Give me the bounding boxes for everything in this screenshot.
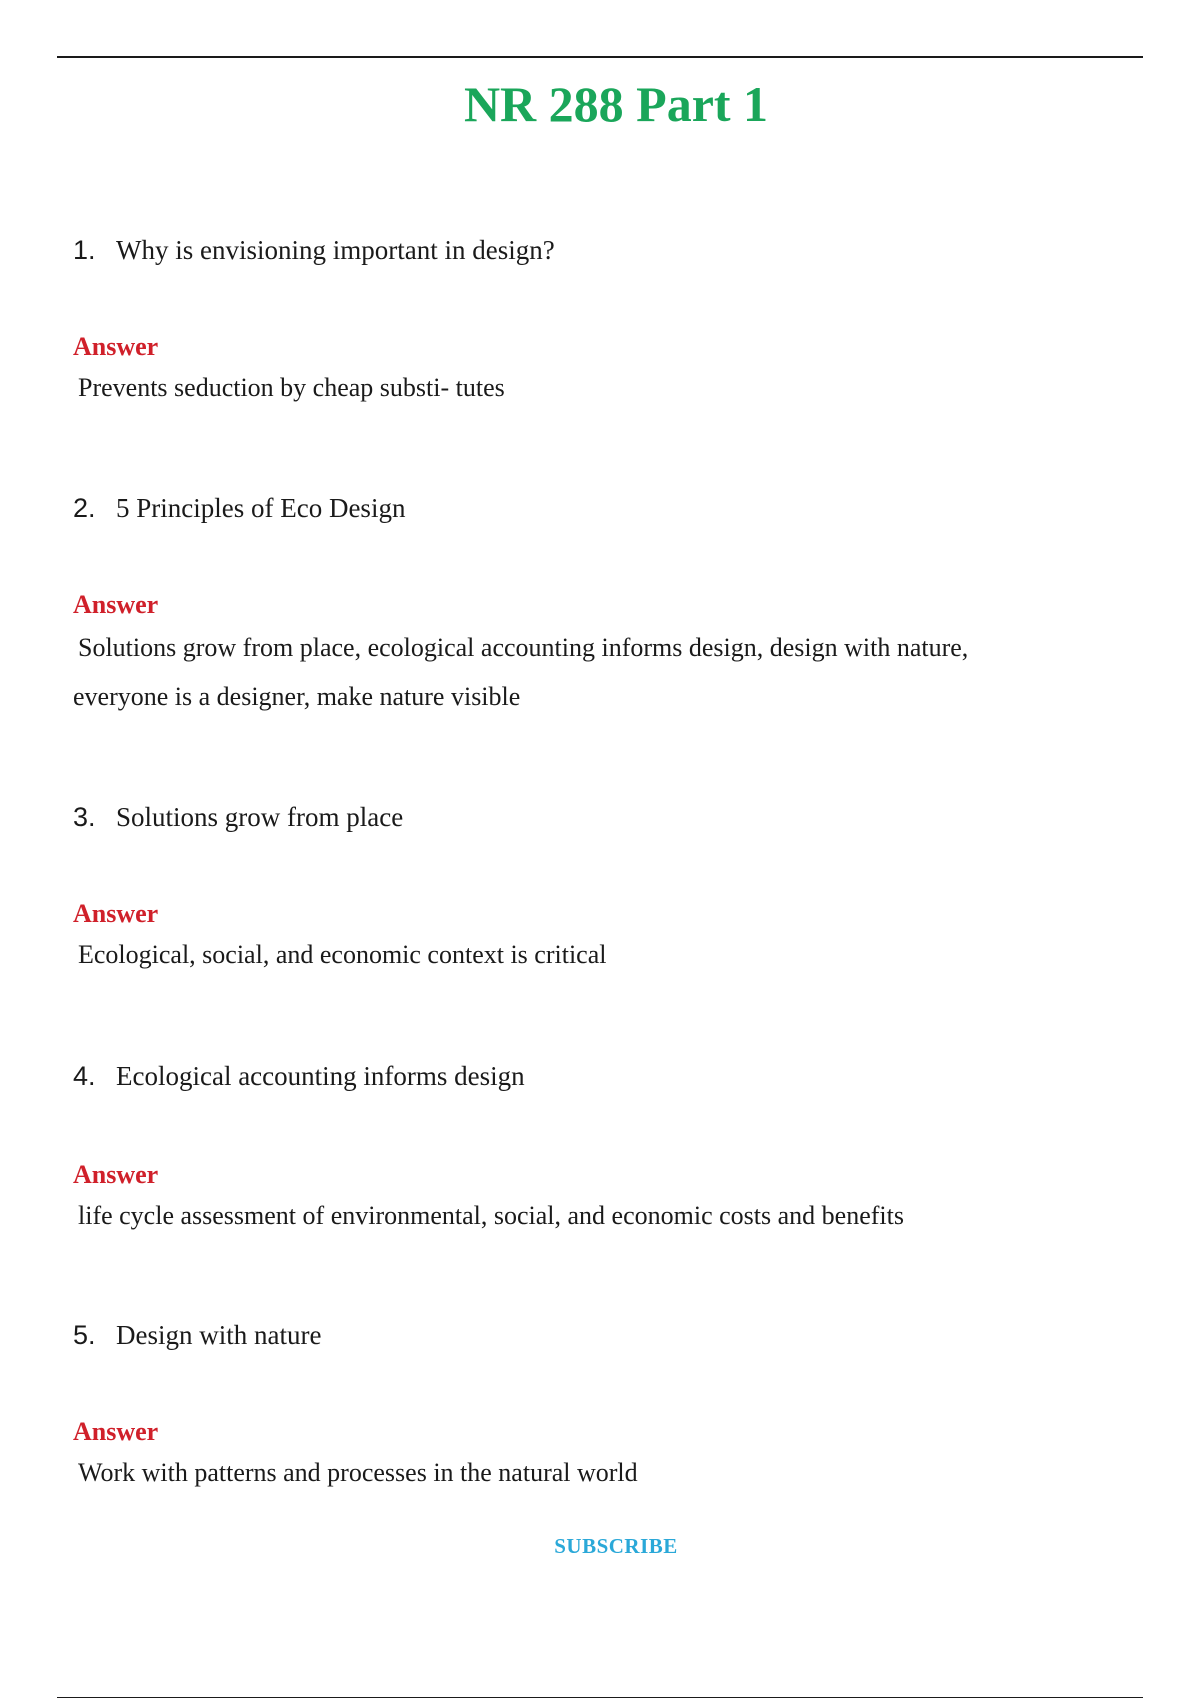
answer-text: Prevents seduction by cheap substi- tutes: [78, 373, 505, 402]
question-number: 3.: [73, 802, 96, 832]
answer-text: Work with patterns and processes in the natural world: [78, 1458, 638, 1487]
page-title: NR 288 Part 1: [463, 76, 769, 132]
question-text: Solutions grow from place: [116, 802, 404, 832]
question-text: Design with nature: [116, 1320, 322, 1350]
question: [73, 1319, 321, 1351]
answer-text: Ecological, social, and economic context is critical: [78, 940, 607, 969]
question: [73, 492, 405, 524]
answer-label: Answer: [73, 899, 159, 928]
bottom-rule: [57, 1697, 1143, 1698]
question-number: 4.: [73, 1061, 96, 1091]
answer-label: Answer: [73, 332, 159, 361]
subscribe-link[interactable]: SUBSCRIBE: [554, 1534, 678, 1558]
question-text: Ecological accounting informs design: [116, 1061, 525, 1091]
question: [73, 801, 403, 833]
answer-label: Answer: [73, 590, 159, 619]
answer-label: Answer: [73, 1417, 159, 1446]
question-text: 5 Principles of Eco Design: [116, 493, 406, 523]
answer-label: Answer: [73, 1160, 159, 1189]
answer-text: life cycle assessment of environmental, social, and economic costs and benefits: [78, 1201, 904, 1230]
question: [73, 1060, 525, 1092]
question-number: 2.: [73, 493, 96, 523]
answer-text: Solutions grow from place, ecological accounting informs design, design with nature, everyone is a designer, make nature visible: [73, 633, 969, 711]
top-rule: [57, 56, 1143, 58]
question-text: Why is envisioning important in design?: [116, 235, 555, 265]
question-number: 1.: [73, 235, 96, 265]
question-number: 5.: [73, 1320, 96, 1350]
question: [73, 234, 555, 266]
